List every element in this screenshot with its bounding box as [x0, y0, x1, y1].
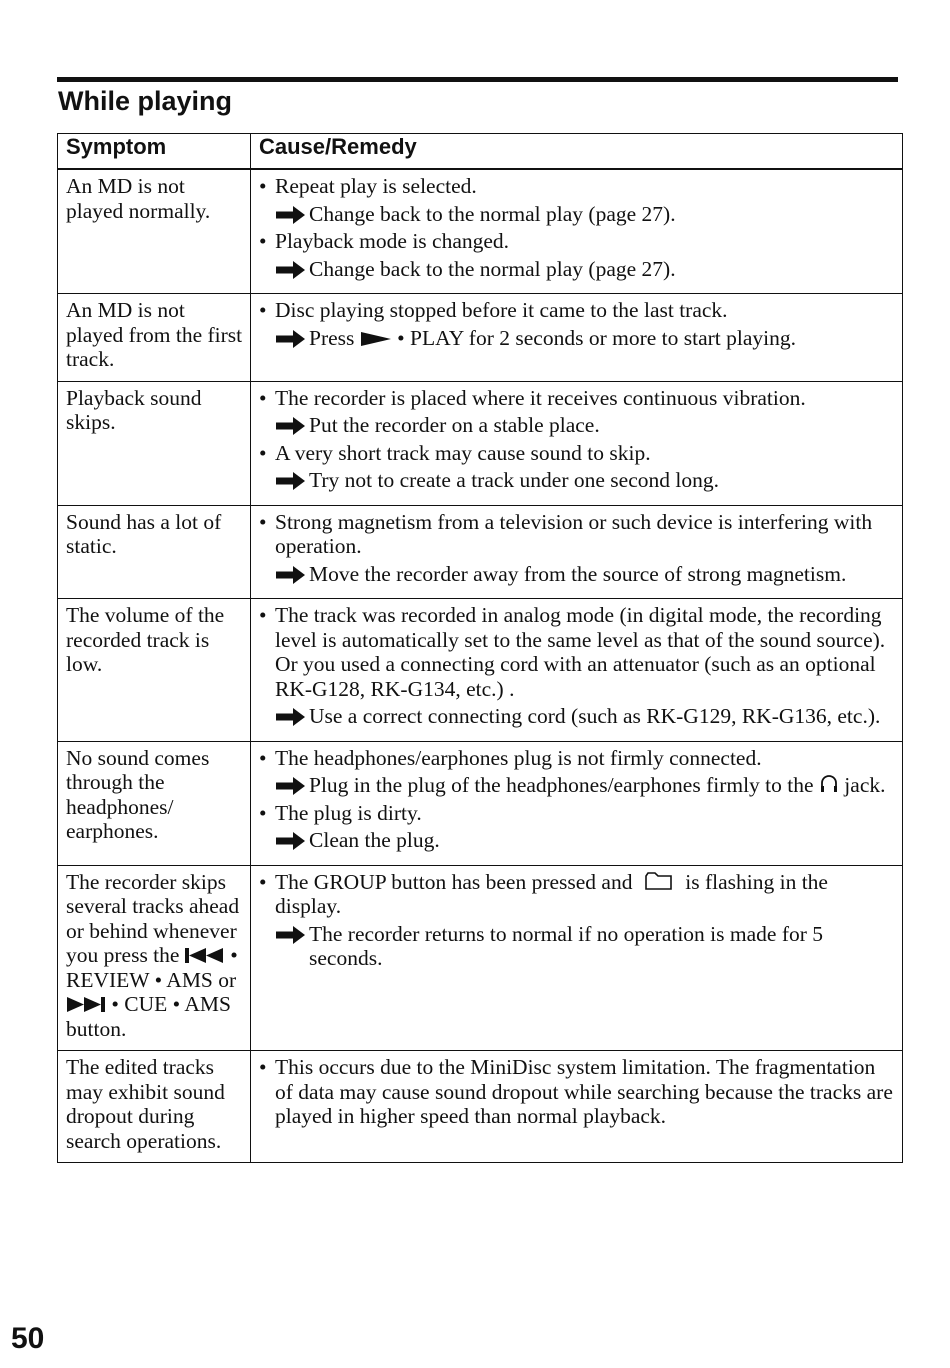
- symptom-text-middle: • REVIEW • AMS or: [66, 943, 238, 992]
- remedy-text-start: Plug in the plug of the headphones/earphones firmly to the: [309, 773, 814, 797]
- table-row: [58, 1051, 903, 1163]
- remedy-item: [259, 326, 894, 351]
- arrow-right-icon: [276, 831, 306, 851]
- remedy-text-start: Press: [309, 325, 355, 350]
- remedy-item: [259, 413, 894, 438]
- remedy-text: Change back to the normal play (page 27).: [309, 201, 676, 226]
- remedy-cell: [251, 294, 903, 382]
- table-row: [58, 294, 903, 382]
- cause-item: • Repeat play is selected.: [259, 174, 894, 199]
- remedy-text: Use a correct connecting cord (such as RK-G129, RK-G136, etc.).: [309, 704, 881, 728]
- play-icon: [360, 331, 392, 347]
- symptom-cell: Sound has a lot of static.: [58, 505, 251, 599]
- remedy-item: [259, 257, 894, 282]
- table-row: [58, 505, 903, 599]
- remedy-item: [259, 562, 894, 587]
- arrow-right-icon: [276, 260, 306, 280]
- cause-item: • The recorder is placed where it receives continuous vibration.: [259, 386, 894, 411]
- remedy-item: [259, 468, 894, 493]
- symptom-cell: The volume of the recorded track is low.: [58, 599, 251, 742]
- remedy-item: [259, 704, 894, 729]
- table-row: [58, 169, 903, 294]
- remedy-text: The recorder returns to normal if no operation is made for 5 seconds.: [309, 921, 824, 970]
- section-title: While playing: [58, 86, 233, 116]
- remedy-cell: [251, 1051, 903, 1163]
- cause-item: [259, 870, 894, 919]
- remedy-cell: [251, 599, 903, 742]
- arrow-right-icon: [276, 707, 306, 727]
- symptom-cell: An MD is not played normally.: [58, 169, 251, 294]
- table-header-row: [58, 134, 903, 170]
- remedy-text: Try not to create a track under one second long.: [309, 468, 719, 492]
- symptom-text-start: The recorder skips several tracks ahead or behind whenever you press the: [66, 869, 240, 967]
- arrow-right-icon: [276, 329, 306, 349]
- symptom-cell: [58, 865, 251, 1051]
- cause-item: • Strong magnetism from a television or such device is interfering with operation.: [259, 510, 894, 559]
- headphones-icon: [819, 774, 839, 794]
- arrow-right-icon: [276, 416, 306, 436]
- remedy-text: Change back to the normal play (page 27).: [309, 256, 676, 281]
- cause-item: • A very short track may cause sound to skip.: [259, 441, 894, 466]
- arrow-right-icon: [276, 925, 306, 945]
- cause-item: • Disc playing stopped before it came to the last track.: [259, 298, 894, 323]
- cause-item: • The plug is dirty.: [259, 801, 894, 826]
- remedy-cell: [251, 741, 903, 865]
- remedy-cell: [251, 169, 903, 294]
- remedy-item: [259, 828, 894, 853]
- top-rule: [57, 77, 898, 82]
- table-row: [58, 741, 903, 865]
- remedy-item: [259, 202, 894, 227]
- table-row: [58, 599, 903, 742]
- next-track-icon: [66, 996, 106, 1013]
- arrow-right-icon: [276, 471, 306, 491]
- cause-item: • Playback mode is changed.: [259, 229, 894, 254]
- symptom-cell: An MD is not played from the first track.: [58, 294, 251, 382]
- remedy-text-end: jack.: [844, 773, 886, 797]
- remedy-cell: [251, 381, 903, 505]
- remedy-text: Put the recorder on a stable place.: [309, 413, 600, 437]
- table-row: [58, 381, 903, 505]
- cause-text-start: The GROUP button has been pressed and: [275, 869, 633, 894]
- remedy-text: Clean the plug.: [309, 828, 440, 852]
- cause-item: • This occurs due to the MiniDisc system limitation. The fragmentation of data may cause sound dropout while searching because the tracks are played in higher speed than normal playback.: [259, 1055, 894, 1129]
- symptom-cell: No sound comes through the headphones/ earphones.: [58, 741, 251, 865]
- previous-track-icon: [185, 947, 225, 964]
- table-row: [58, 865, 903, 1051]
- symptom-text-end: • CUE • AMS button.: [66, 992, 231, 1041]
- header-symptom: Symptom: [58, 134, 251, 170]
- cause-text-end: is flashing in the display.: [275, 869, 828, 918]
- troubleshooting-table: [57, 133, 903, 1163]
- symptom-cell: The edited tracks may exhibit sound dropout during search operations.: [58, 1051, 251, 1163]
- remedy-item: [259, 773, 894, 798]
- header-cause-remedy: Cause/Remedy: [251, 134, 903, 170]
- remedy-cell: [251, 865, 903, 1051]
- cause-item: • The track was recorded in analog mode (in digital mode, the recording level is automatically set to the same level as that of the sound source). Or you used a connecting cord with an attenuator (such as an optional RK-G128, RK-G134, etc.) .: [259, 603, 894, 701]
- folder-icon: [644, 871, 674, 891]
- cause-item: • The headphones/earphones plug is not firmly connected.: [259, 746, 894, 771]
- arrow-right-icon: [276, 205, 306, 225]
- arrow-right-icon: [276, 565, 306, 585]
- arrow-right-icon: [276, 776, 306, 796]
- remedy-cell: [251, 505, 903, 599]
- symptom-cell: Playback sound skips.: [58, 381, 251, 505]
- page-number: 50: [11, 1322, 45, 1355]
- remedy-text: Move the recorder away from the source of strong magnetism.: [309, 561, 847, 586]
- remedy-item: [259, 922, 894, 971]
- remedy-text-end: • PLAY for 2 seconds or more to start playing.: [397, 325, 797, 350]
